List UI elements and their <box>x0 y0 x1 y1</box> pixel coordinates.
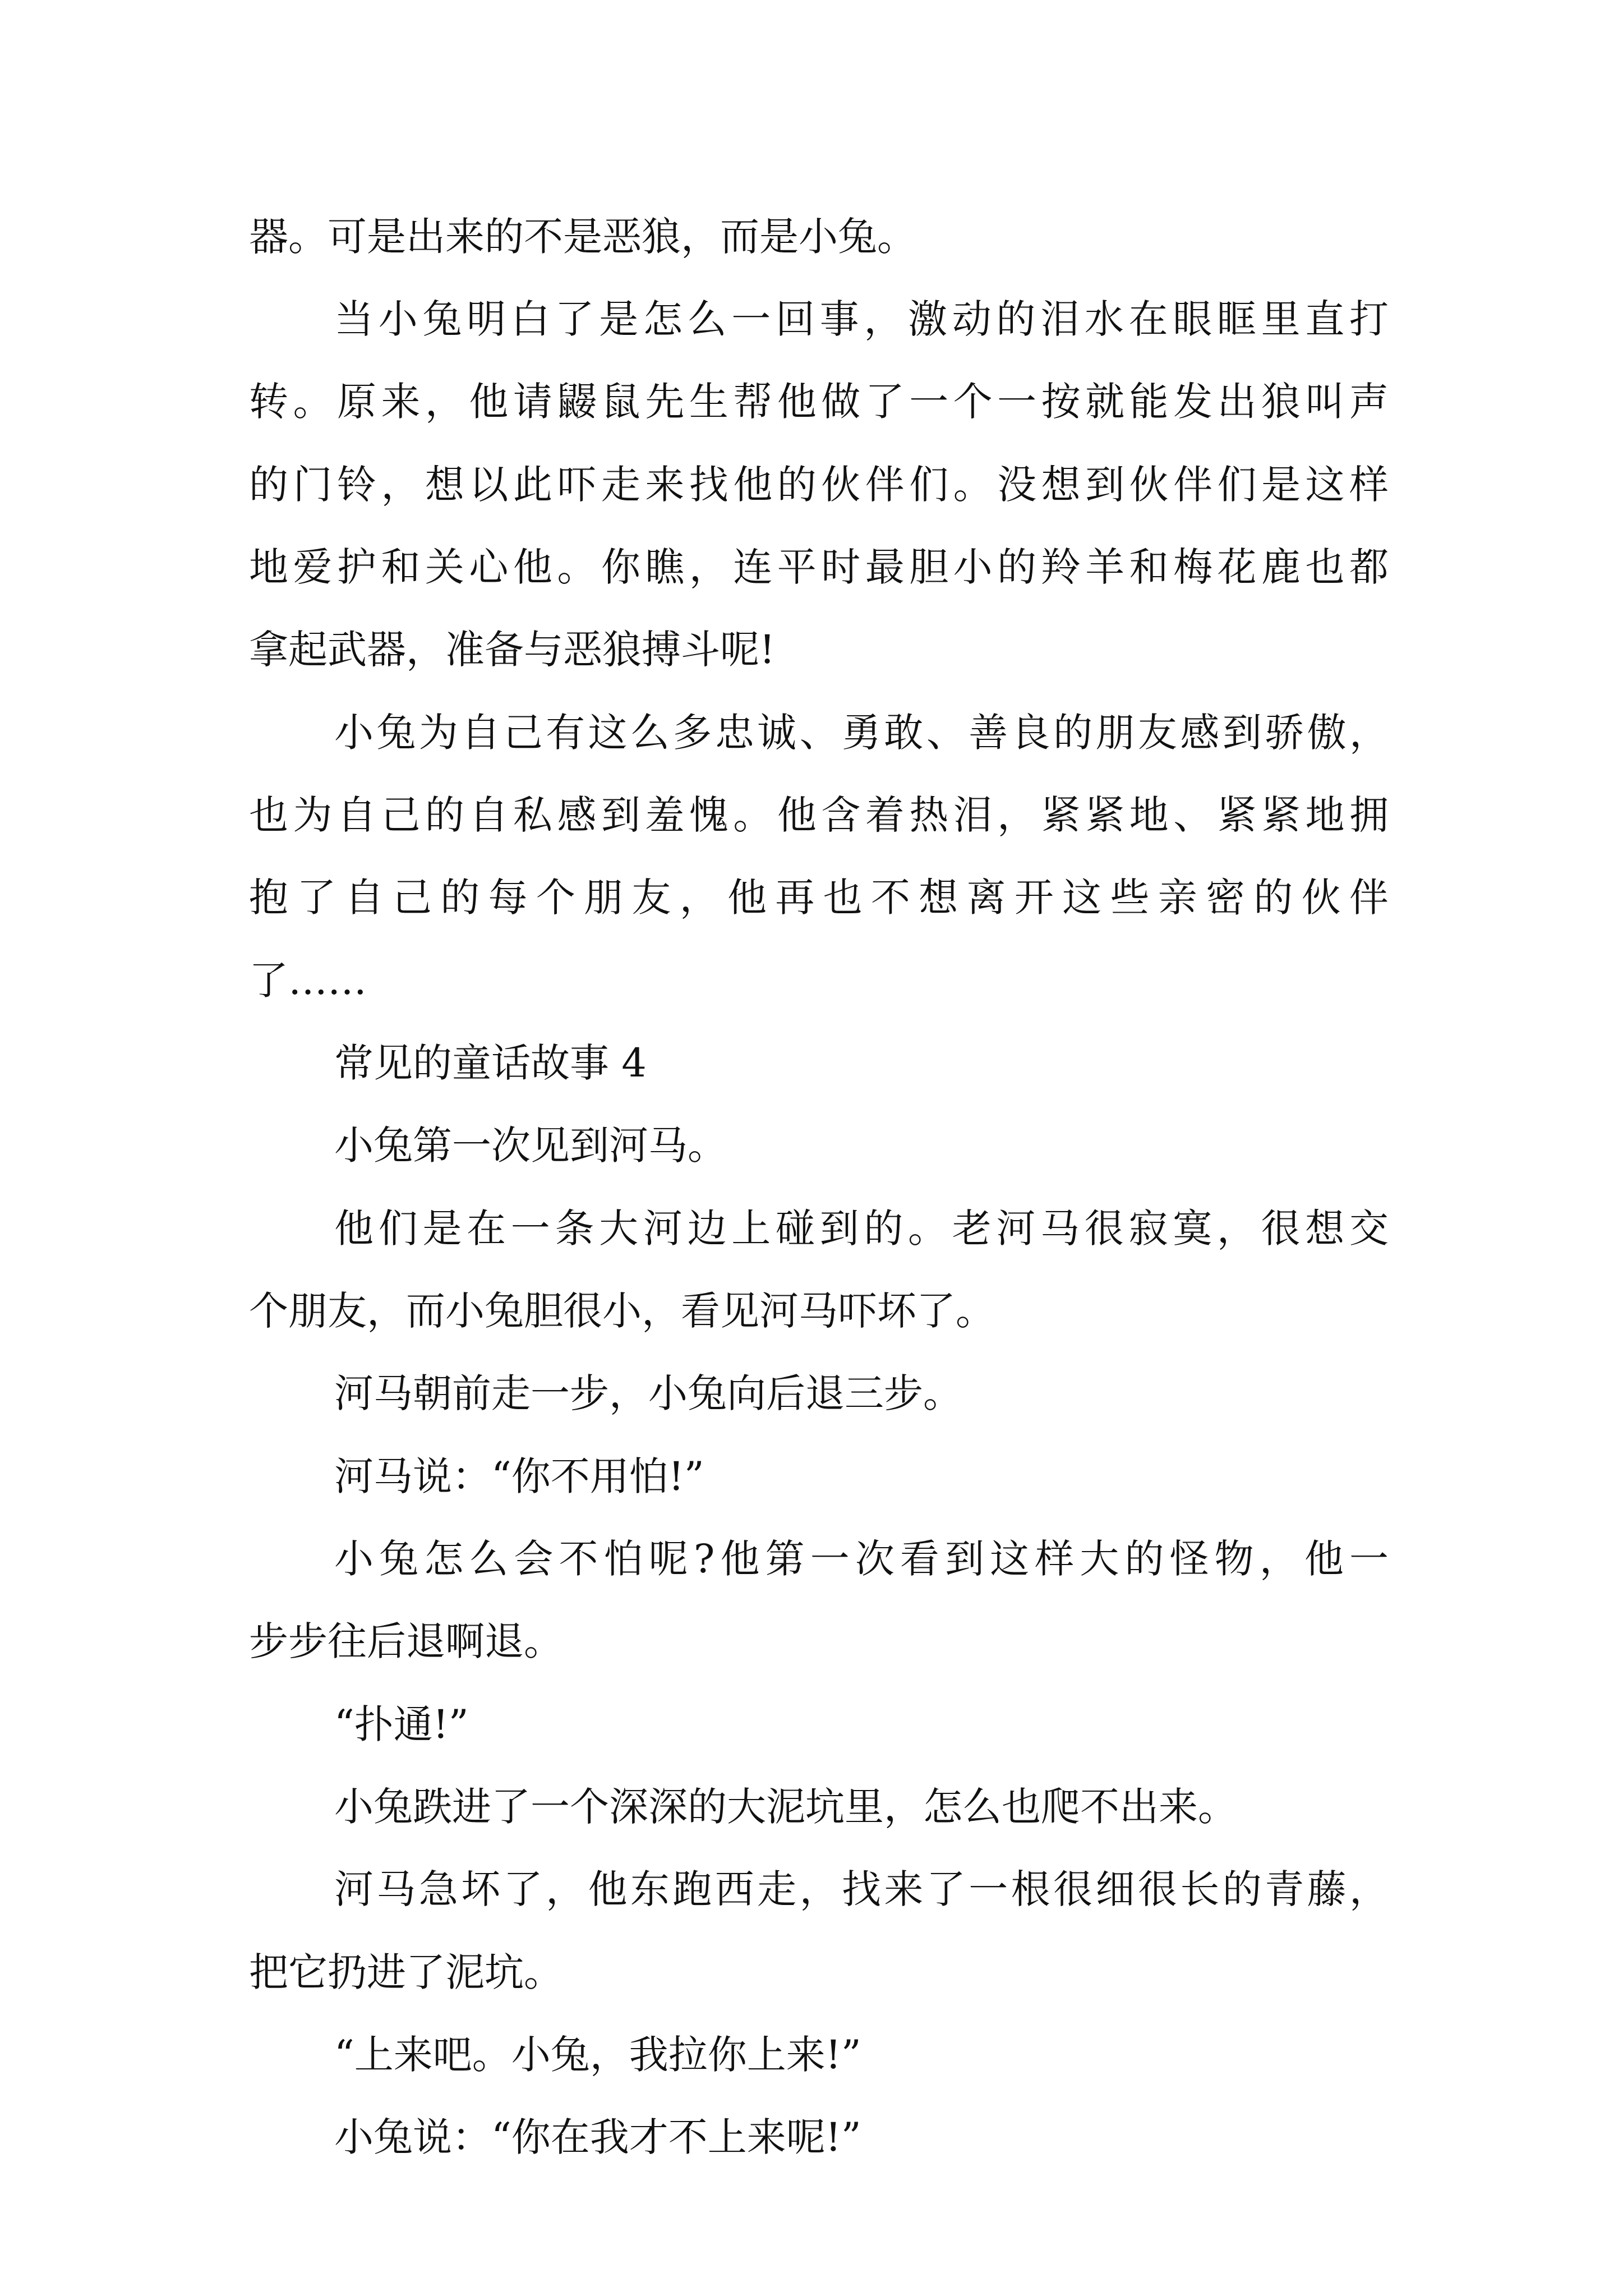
paragraph-line: “扑通!” <box>334 1701 469 1747</box>
paragraph-line: 把它扔进了泥坑。 <box>249 1949 563 1995</box>
paragraph-line: 河马说：“你不用怕!” <box>334 1453 704 1499</box>
paragraph-line: 河马朝前走一步，小兔向后退三步。 <box>334 1370 962 1416</box>
paragraph-line: 小兔说：“你在我才不上来呢!” <box>334 2114 861 2160</box>
paragraph-line: 河马急坏了，他东跑西走，找来了一根很细很长的青藤， <box>334 1866 1389 1912</box>
paragraph-line: 小兔为自己有这么多忠诚、勇敢、善良的朋友感到骄傲， <box>334 710 1389 756</box>
paragraph-line: 地爱护和关心他。你瞧，连平时最胆小的羚羊和梅花鹿也都 <box>249 544 1389 590</box>
paragraph-line: “上来吧。小兔，我拉你上来!” <box>334 2032 861 2078</box>
paragraph-line: 也为自己的自私感到羞愧。他含着热泪，紧紧地、紧紧地拥 <box>249 792 1389 838</box>
paragraph-line: 个朋友，而小兔胆很小，看见河马吓坏了。 <box>249 1288 995 1334</box>
paragraph-line: 转。原来，他请鼹鼠先生帮他做了一个一按就能发出狼叫声 <box>249 379 1389 425</box>
paragraph-line: 的门铃，想以此吓走来找他的伙伴们。没想到伙伴们是这样 <box>249 462 1389 508</box>
paragraph-line: 小兔第一次见到河马。 <box>334 1122 727 1168</box>
paragraph-line: 当小兔明白了是怎么一回事，激动的泪水在眼眶里直打 <box>334 296 1389 342</box>
paragraph-line: 拿起武器，准备与恶狼搏斗呢! <box>249 627 776 673</box>
paragraph-line: 抱了自己的每个朋友，他再也不想离开这些亲密的伙伴 <box>249 875 1389 921</box>
section-heading: 常见的童话故事 4 <box>334 1040 647 1086</box>
paragraph-line: 器。可是出来的不是恶狼，而是小兔。 <box>249 214 916 260</box>
paragraph-line: 小兔跌进了一个深深的大泥坑里，怎么也爬不出来。 <box>334 1784 1237 1830</box>
paragraph-line: 了…… <box>249 958 367 1004</box>
paragraph-line: 小兔怎么会不怕呢?他第一次看到这样大的怪物，他一 <box>334 1536 1389 1582</box>
paragraph-line: 他们是在一条大河边上碰到的。老河马很寂寞，很想交 <box>334 1205 1389 1251</box>
paragraph-line: 步步往后退啊退。 <box>249 1618 563 1664</box>
